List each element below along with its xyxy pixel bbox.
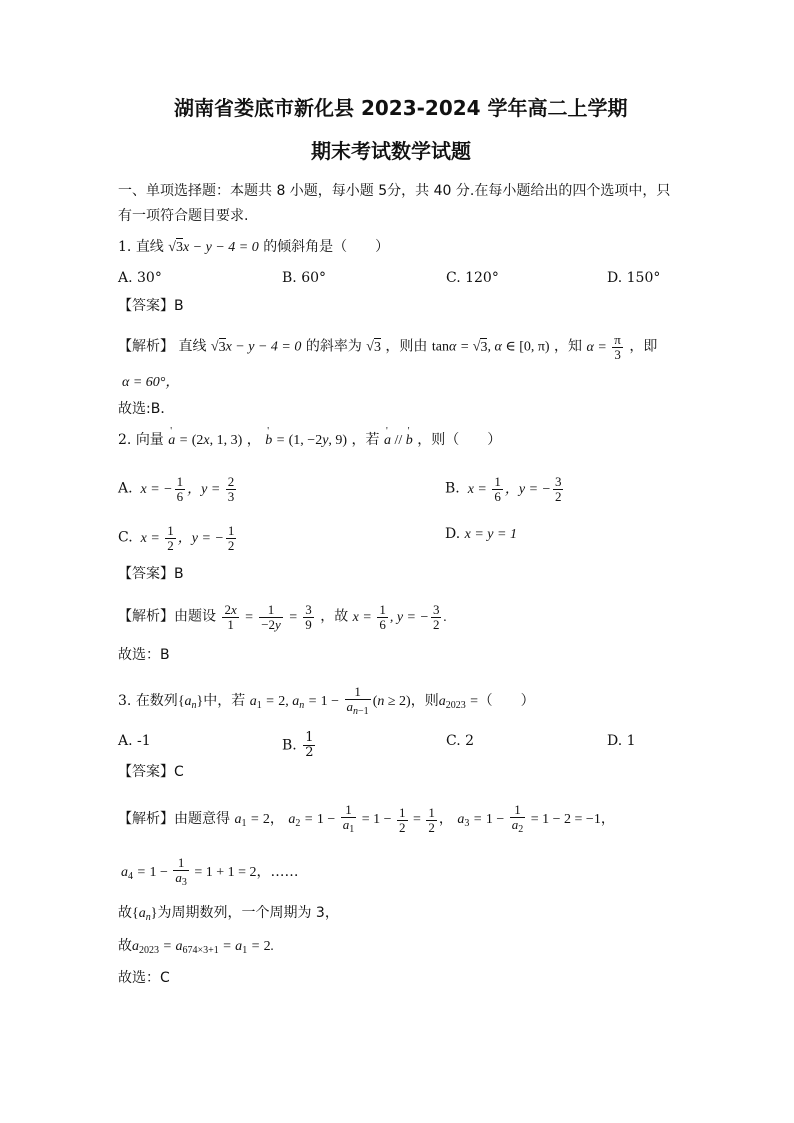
equation: $a_{2023} = a_{674\times 3+1} = a_1 = 2$.	[132, 939, 275, 956]
equation: $\frac{2x}{1}$ = $\frac{1}{-2y}$ = $\frac{3}{9}$	[224, 602, 312, 632]
section-heading: 一、单项选择题：本题共 8 小题，每小题 5分，共 40 分.在每小题给出的四个选项中，只	[118, 183, 671, 199]
question-1-stem	[118, 237, 389, 258]
question-text: ，若	[351, 432, 380, 448]
analysis-2	[118, 603, 447, 632]
option-c[interactable]: C. 2	[446, 733, 475, 749]
analysis-3-line-2: $a_4 = 1$ − $\frac{1}{a_3}$ = 1 + 1 = 2，……	[121, 855, 299, 888]
equation: ' a = (2x, 1, 3)	[168, 433, 242, 448]
equation: x = $\frac{1}{2}$ ，y = − $\frac{1}{2}$	[137, 523, 235, 553]
equation: x = − $\frac{1}{6}$ ，y = $\frac{2}{3}$	[137, 474, 235, 504]
analysis-3: 【解析】由题意得 $a_1 = 2$， $a_2 = 1$ − $\frac{1}{a_1}$ = 1 − $\frac{1}{2}$ = $\frac{1}{2}$ ， $a_3 = 1$ − $\frac{1}{a_2}$ = 1 − 2 = −1，	[118, 802, 615, 835]
equation: x = y = 1	[464, 527, 517, 542]
analysis-text: ，故	[320, 608, 349, 625]
equation: x = $\frac{1}{6}$ , y = − $\frac{3}{2}$ .	[352, 602, 447, 632]
analysis-text: 由题设	[174, 608, 216, 625]
question-number: 1.	[118, 239, 132, 255]
equation: tanα = √3, α ∈ [0, π)	[431, 339, 550, 355]
option-letter: A.	[118, 480, 133, 497]
option-b[interactable]	[282, 731, 317, 760]
option-a[interactable]	[118, 475, 238, 504]
question-text: （ ）	[478, 693, 535, 710]
question-text: 中，若	[203, 693, 246, 710]
option-d[interactable]: D. 150°	[607, 270, 661, 286]
document-title-line-2: 期末考试数学试题	[311, 139, 471, 163]
equation: $a_{2023}$ =	[438, 694, 479, 712]
equation: $a_1 = 2$, $a_n = 1$ − $\frac{1}{a_{n-1}}$ (n ≥ 2)	[249, 684, 411, 717]
option-letter: C.	[118, 529, 133, 546]
question-number: 2.	[118, 432, 132, 448]
conclusion: 故选：B	[118, 647, 170, 663]
equation: $a_4 = 1$ − $\frac{1}{a_3}$ = 1 + 1 = 2	[121, 855, 257, 888]
analysis-text: ，知	[554, 338, 583, 355]
option-d[interactable]	[445, 524, 517, 545]
option-letter: B.	[445, 480, 460, 497]
equation: $\{a_n\}$	[177, 694, 204, 712]
conclusion: 故选:B．	[118, 401, 175, 417]
equation: $\{a_n\}$	[132, 906, 158, 923]
option-b[interactable]	[445, 475, 565, 504]
option-d[interactable]: D. 1	[607, 733, 636, 749]
option-c[interactable]: C. 120°	[446, 270, 499, 286]
option-b[interactable]: B. 60°	[282, 270, 327, 286]
equation: √3x − y − 4 = 0	[168, 240, 259, 255]
section-heading-cont: 有一项符合题目要求.	[118, 208, 249, 224]
equation: $a_1 = 2$	[234, 812, 270, 830]
analysis-1	[118, 333, 657, 362]
question-text: 的倾斜角是（ ）	[263, 239, 390, 255]
analysis-line-2: α = 60°，	[122, 375, 180, 390]
option-c[interactable]	[118, 524, 238, 553]
question-number: 3.	[118, 693, 132, 710]
denominator: 2	[305, 745, 314, 760]
analysis-text: 的斜率为	[305, 338, 362, 355]
equation: ' b = (1, −2y, 9)	[265, 433, 347, 448]
question-text: ，	[246, 432, 261, 448]
question-text: ，则	[410, 693, 439, 710]
equation: ' a // ' b	[384, 433, 413, 448]
equation: $a_3 = 1$ − $\frac{1}{a_2}$ = 1 − 2 = −1	[457, 802, 601, 835]
analysis-text: 为周期数列，一个周期为 3，	[157, 905, 339, 921]
option-a[interactable]: A. -1	[118, 733, 151, 749]
numerator: 1	[305, 730, 314, 745]
option-letter: D.	[445, 526, 461, 542]
analysis-3-line-4	[118, 936, 274, 961]
analysis-text: 故	[118, 938, 132, 954]
conclusion: 故选：C	[118, 970, 170, 986]
analysis-label: 【解析】	[118, 811, 174, 828]
equation: $a_2 = 1$ − $\frac{1}{a_1}$ = 1 − $\frac{1}{2}$ = $\frac{1}{2}$	[288, 802, 435, 835]
analysis-label: 【解析】	[118, 338, 174, 355]
analysis-text: 直线	[178, 338, 207, 355]
analysis-text: ，则由	[385, 338, 428, 355]
analysis-label: 【解析】	[118, 608, 174, 625]
analysis-text: 故	[118, 905, 132, 921]
question-2-stem	[118, 430, 501, 451]
option-letter: B.	[282, 737, 297, 754]
equation: α = $\frac{\pi}{3}$	[586, 332, 621, 362]
option-a[interactable]: A. 30°	[118, 270, 162, 286]
equation: x = $\frac{1}{6}$ ，y = − $\frac{3}{2}$	[464, 474, 562, 504]
question-text: 向量	[135, 432, 164, 448]
answer-label: 【答案】B	[118, 298, 184, 314]
analysis-text: 由题意得	[174, 811, 230, 828]
question-3-stem	[118, 685, 535, 719]
answer-label: 【答案】C	[118, 764, 184, 780]
equation: √3x − y − 4 = 0	[210, 339, 302, 355]
analysis-3-line-3	[118, 903, 339, 928]
analysis-text: ，即	[629, 338, 658, 355]
question-text: ，则（ ）	[417, 432, 502, 448]
document-title-line-1: 湖南省娄底市新化县 2023-2024 学年高二上学期	[174, 96, 628, 120]
question-text: 在数列	[135, 693, 178, 710]
question-text: 直线	[135, 239, 164, 255]
fraction	[303, 731, 315, 760]
equation: √3	[366, 339, 381, 355]
answer-label: 【答案】B	[118, 566, 184, 582]
